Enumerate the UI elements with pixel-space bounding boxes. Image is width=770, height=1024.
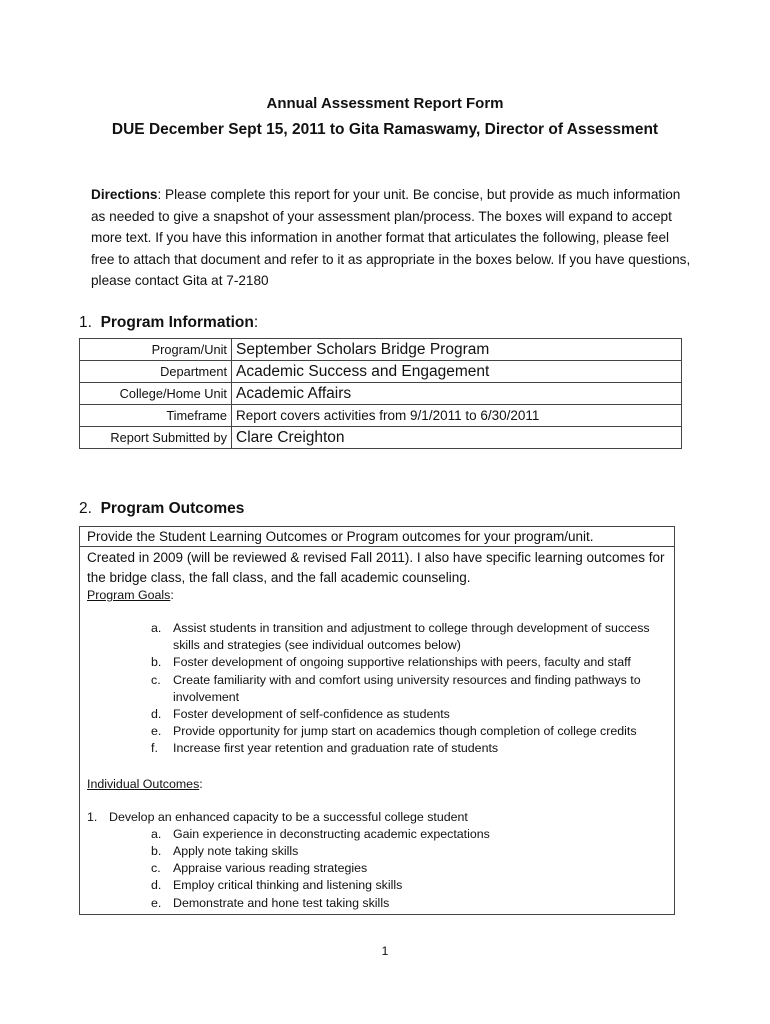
directions-text: : Please complete this report for your unit. Be concise, but provide as much information as needed to give a snapshot of your assessment plan/process. The boxes will expand to accept more text. If you have this information in another format that articulates the following, please feel free to attach that document and refer to it as appropriate in the boxes below. If you have questions, please contact Gita at 7-2180 — [91, 187, 691, 289]
list-item — [87, 826, 667, 843]
row-label: Program/Unit — [80, 339, 232, 361]
list-marker: a. — [151, 826, 162, 841]
list-text: Foster development of self-confidence as students — [173, 707, 450, 722]
program-outcomes-box — [79, 526, 675, 915]
table-row — [80, 339, 682, 361]
list-item — [87, 654, 667, 671]
section-1-number: 1. — [79, 314, 92, 331]
section-2-number: 2. — [79, 500, 92, 517]
individual-outcome-sublist — [87, 826, 667, 912]
row-value[interactable]: Report covers activities from 9/1/2011 to 6/30/2011 — [232, 405, 682, 427]
outcomes-intro: Created in 2009 (will be reviewed & revised Fall 2011). I also have specific learning outcomes for the bridge class, the fall class, and the fall academic counseling. — [87, 550, 665, 585]
page-number: 1 — [381, 944, 389, 958]
list-text: Gain experience in deconstructing academic expectations — [173, 826, 490, 841]
list-marker: d. — [151, 878, 162, 893]
list-item — [87, 895, 667, 912]
list-marker: d. — [151, 707, 162, 722]
list-marker: b. — [151, 844, 162, 859]
list-item — [87, 877, 667, 894]
outcomes-box-body[interactable] — [80, 547, 674, 913]
row-label: College/Home Unit — [80, 383, 232, 405]
list-marker: a. — [151, 621, 162, 635]
list-item — [87, 723, 667, 740]
row-value[interactable]: Academic Success and Engagement — [232, 361, 682, 383]
directions-label: Directions — [91, 187, 158, 202]
list-text: Assist students in transition and adjustment to college through development of success skills and strategies (see individual outcomes below) — [173, 621, 650, 653]
row-label: Department — [80, 361, 232, 383]
row-label: Report Submitted by — [80, 427, 232, 449]
list-text: Develop an enhanced capacity to be a successful college student — [109, 809, 468, 824]
row-value[interactable]: Academic Affairs — [232, 383, 682, 405]
list-item — [87, 672, 667, 706]
program-goals-heading: Program Goals: — [87, 588, 174, 602]
individual-outcome-item — [87, 809, 667, 826]
row-label: Timeframe — [80, 405, 232, 427]
individual-outcomes-heading: Individual Outcomes: — [87, 776, 203, 791]
list-marker: e. — [151, 724, 162, 739]
list-text: Employ critical thinking and listening skills — [173, 878, 403, 893]
section-2-heading — [79, 500, 244, 518]
list-marker: e. — [151, 895, 162, 910]
section-1-heading — [79, 314, 258, 332]
list-text: Create familiarity with and comfort using university resources and finding pathways to involvement — [173, 672, 641, 704]
section-1-title: Program Information — [100, 314, 254, 331]
list-marker: f. — [151, 741, 158, 756]
list-item — [87, 843, 667, 860]
list-item — [87, 706, 667, 723]
directions-paragraph — [91, 184, 691, 292]
program-information-table — [79, 338, 682, 449]
program-goals-list — [87, 620, 667, 758]
outcomes-box-header: Provide the Student Learning Outcomes or Program outcomes for your program/unit. — [80, 527, 674, 547]
list-marker: 1. — [87, 809, 98, 824]
row-value[interactable]: September Scholars Bridge Program — [232, 339, 682, 361]
table-row — [80, 427, 682, 449]
table-row — [80, 405, 682, 427]
individual-outcomes-label: Individual Outcomes — [87, 776, 200, 791]
list-text: Apply note taking skills — [173, 844, 299, 859]
list-item — [87, 620, 667, 654]
list-marker: b. — [151, 655, 162, 670]
table-row — [80, 383, 682, 405]
row-value[interactable]: Clare Creighton — [232, 427, 682, 449]
list-text: Appraise various reading strategies — [173, 861, 368, 876]
list-text: Foster development of ongoing supportive relationships with peers, faculty and staff — [173, 655, 631, 670]
list-item — [87, 740, 667, 757]
section-2-title: Program Outcomes — [100, 500, 245, 517]
list-text: Increase first year retention and graduation rate of students — [173, 741, 499, 756]
list-marker: c. — [151, 861, 161, 876]
form-title: Annual Assessment Report Form — [266, 95, 504, 112]
list-item — [87, 860, 667, 877]
list-text: Provide opportunity for jump start on academics though completion of college credits — [173, 724, 637, 739]
section-1-colon: : — [253, 314, 259, 331]
list-text: Demonstrate and hone test taking skills — [173, 895, 390, 910]
form-due-line: DUE December Sept 15, 2011 to Gita Ramaswamy, Director of Assessment — [111, 121, 659, 138]
table-row — [80, 361, 682, 383]
list-marker: c. — [151, 672, 161, 687]
program-goals-label: Program Goals — [87, 588, 171, 602]
